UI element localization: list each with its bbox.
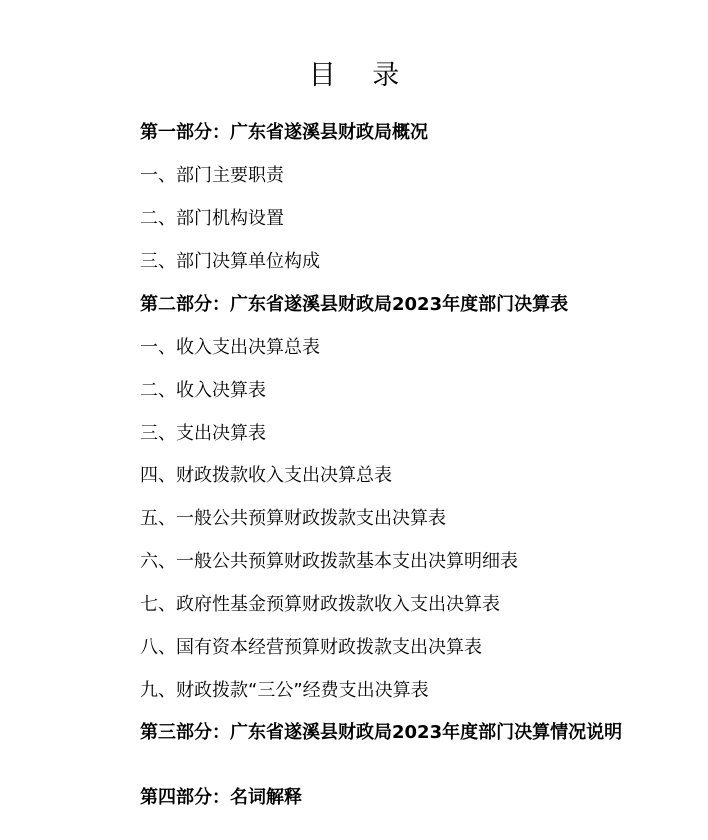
toc-title: 目 录: [308, 60, 414, 91]
part1-heading: 第一部分：广东省遂溪县财政局概况: [140, 122, 428, 143]
toc-item: 四、财政拨款收入支出决算总表: [140, 465, 392, 486]
toc-item: 一、部门主要职责: [140, 165, 284, 186]
toc-item: 一、收入支出决算总表: [140, 337, 320, 358]
part3-heading: 第三部分：广东省遂溪县财政局2023年度部门决算情况说明: [140, 722, 623, 743]
toc-item: 二、收入决算表: [140, 380, 266, 401]
toc-item: 三、支出决算表: [140, 423, 266, 444]
toc-item: 七、政府性基金预算财政拨款收入支出决算表: [140, 594, 500, 615]
part4-heading: 第四部分：名词解释: [140, 787, 302, 808]
toc-item: 五、一般公共预算财政拨款支出决算表: [140, 508, 446, 529]
toc-item: 二、部门机构设置: [140, 208, 284, 229]
toc-item: 六、一般公共预算财政拨款基本支出决算明细表: [140, 551, 518, 572]
toc-item: 三、部门决算单位构成: [140, 251, 320, 272]
toc-item: 九、财政拨款“三公”经费支出决算表: [140, 680, 429, 701]
toc-item: 八、国有资本经营预算财政拨款支出决算表: [140, 637, 482, 658]
part2-heading: 第二部分：广东省遂溪县财政局2023年度部门决算表: [140, 294, 569, 315]
